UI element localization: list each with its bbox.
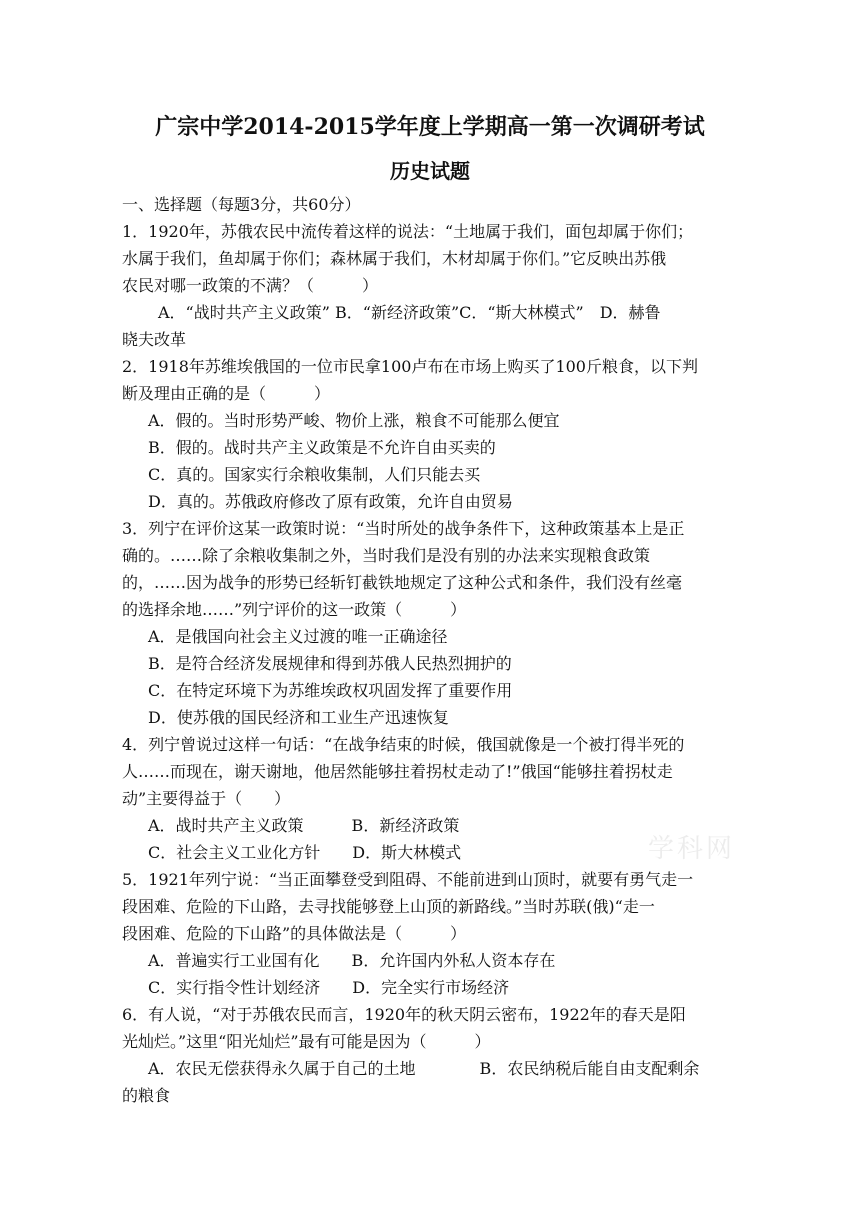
question-text: 6．有人说，“对于苏俄农民而言，1920年的秋天阴云密布，1922年的春天是阳 xyxy=(122,1005,686,1024)
options-a-b: A．普遍实行工业国有化 B．允许国内外私人资本存在 xyxy=(148,951,556,970)
question-text: 人……而现在，谢天谢地，他居然能够拄着拐杖走动了!”俄国“能够拄着拐杖走 xyxy=(122,762,673,781)
options-a-b: A．农民无偿获得永久属于自己的土地 B．农民纳税后能自由支配剩余 xyxy=(148,1059,700,1078)
question-text: 农民对哪一政策的不满？（ ） xyxy=(122,276,379,295)
option-d: D．真的。苏俄政府修改了原有政策，允许自由贸易 xyxy=(148,492,513,511)
question-text: 1．1920年，苏俄农民中流传着这样的说法：“土地属于我们，面包却属于你们； xyxy=(122,222,694,241)
question-text: 4．列宁曾说过这样一句话：“在战争结束的时候，俄国就像是一个被打得半死的 xyxy=(122,735,685,754)
option-b: B．是符合经济发展规律和得到苏俄人民热烈拥护的 xyxy=(148,654,512,673)
option-line: 晓夫改革 xyxy=(122,330,187,349)
question-text: 断及理由正确的是（ ） xyxy=(122,384,331,403)
watermark: 学科网 xyxy=(648,834,736,864)
exam-title: 广宗中学2014-2015学年度上学期高一第一次调研考试 xyxy=(155,114,705,140)
option-a: A．假的。当时形势严峻、物价上涨，粮食不可能那么便宜 xyxy=(148,411,560,430)
question-text: 段困难、危险的下山路，去寻找能够登上山顶的新路线。”当时苏联(俄)“走一 xyxy=(122,897,655,916)
option-line: A．“战时共产主义政策” B．“新经济政策”C．“斯大林模式” D．赫鲁 xyxy=(158,303,661,322)
question-text: 段困难、危险的下山路”的具体做法是（ ） xyxy=(122,924,467,943)
option-c: C．在特定环境下为苏维埃政权巩固发挥了重要作用 xyxy=(148,681,513,700)
question-text: 5．1921年列宁说：“当正面攀登受到阻碍、不能前进到山顶时，就要有勇气走一 xyxy=(122,870,694,889)
options-a-b: A．战时共产主义政策 B．新经济政策 xyxy=(148,816,460,835)
options-c-d: C．社会主义工业化方针 D．斯大林模式 xyxy=(148,843,462,862)
section-heading: 一、选择题（每题3分，共60分） xyxy=(122,195,361,214)
option-c: C．真的。国家实行余粮收集制，人们只能去买 xyxy=(148,465,481,484)
question-text: 确的。……除了余粮收集制之外，当时我们是没有别的办法来实现粮食政策 xyxy=(122,546,651,565)
option-d: D．使苏俄的国民经济和工业生产迅速恢复 xyxy=(148,708,449,727)
question-text: 的，……因为战争的形势已经斩钉截铁地规定了这种公式和条件，我们没有丝毫 xyxy=(122,573,683,592)
option-continuation: 的粮食 xyxy=(122,1086,171,1105)
question-text: 的选择余地……”列宁评价的这一政策（ ） xyxy=(122,600,467,619)
question-text: 光灿烂。”这里“阳光灿烂”最有可能是因为（ ） xyxy=(122,1032,491,1051)
option-b: B．假的。战时共产主义政策是不允许自由买卖的 xyxy=(148,438,496,457)
option-a: A．是俄国向社会主义过渡的唯一正确途径 xyxy=(148,627,448,646)
exam-subtitle: 历史试题 xyxy=(390,159,470,183)
question-text: 动”主要得益于（ ） xyxy=(122,789,291,808)
options-c-d: C．实行指令性计划经济 D．完全实行市场经济 xyxy=(148,978,510,997)
question-text: 2．1918年苏维埃俄国的一位市民拿100卢布在市场上购买了100斤粮食，以下判 xyxy=(122,357,698,376)
question-text: 水属于我们，鱼却属于你们；森林属于我们，木材却属于你们。”它反映出苏俄 xyxy=(122,249,667,268)
question-text: 3．列宁在评价这某一政策时说：“当时所处的战争条件下，这种政策基本上是正 xyxy=(122,519,685,538)
